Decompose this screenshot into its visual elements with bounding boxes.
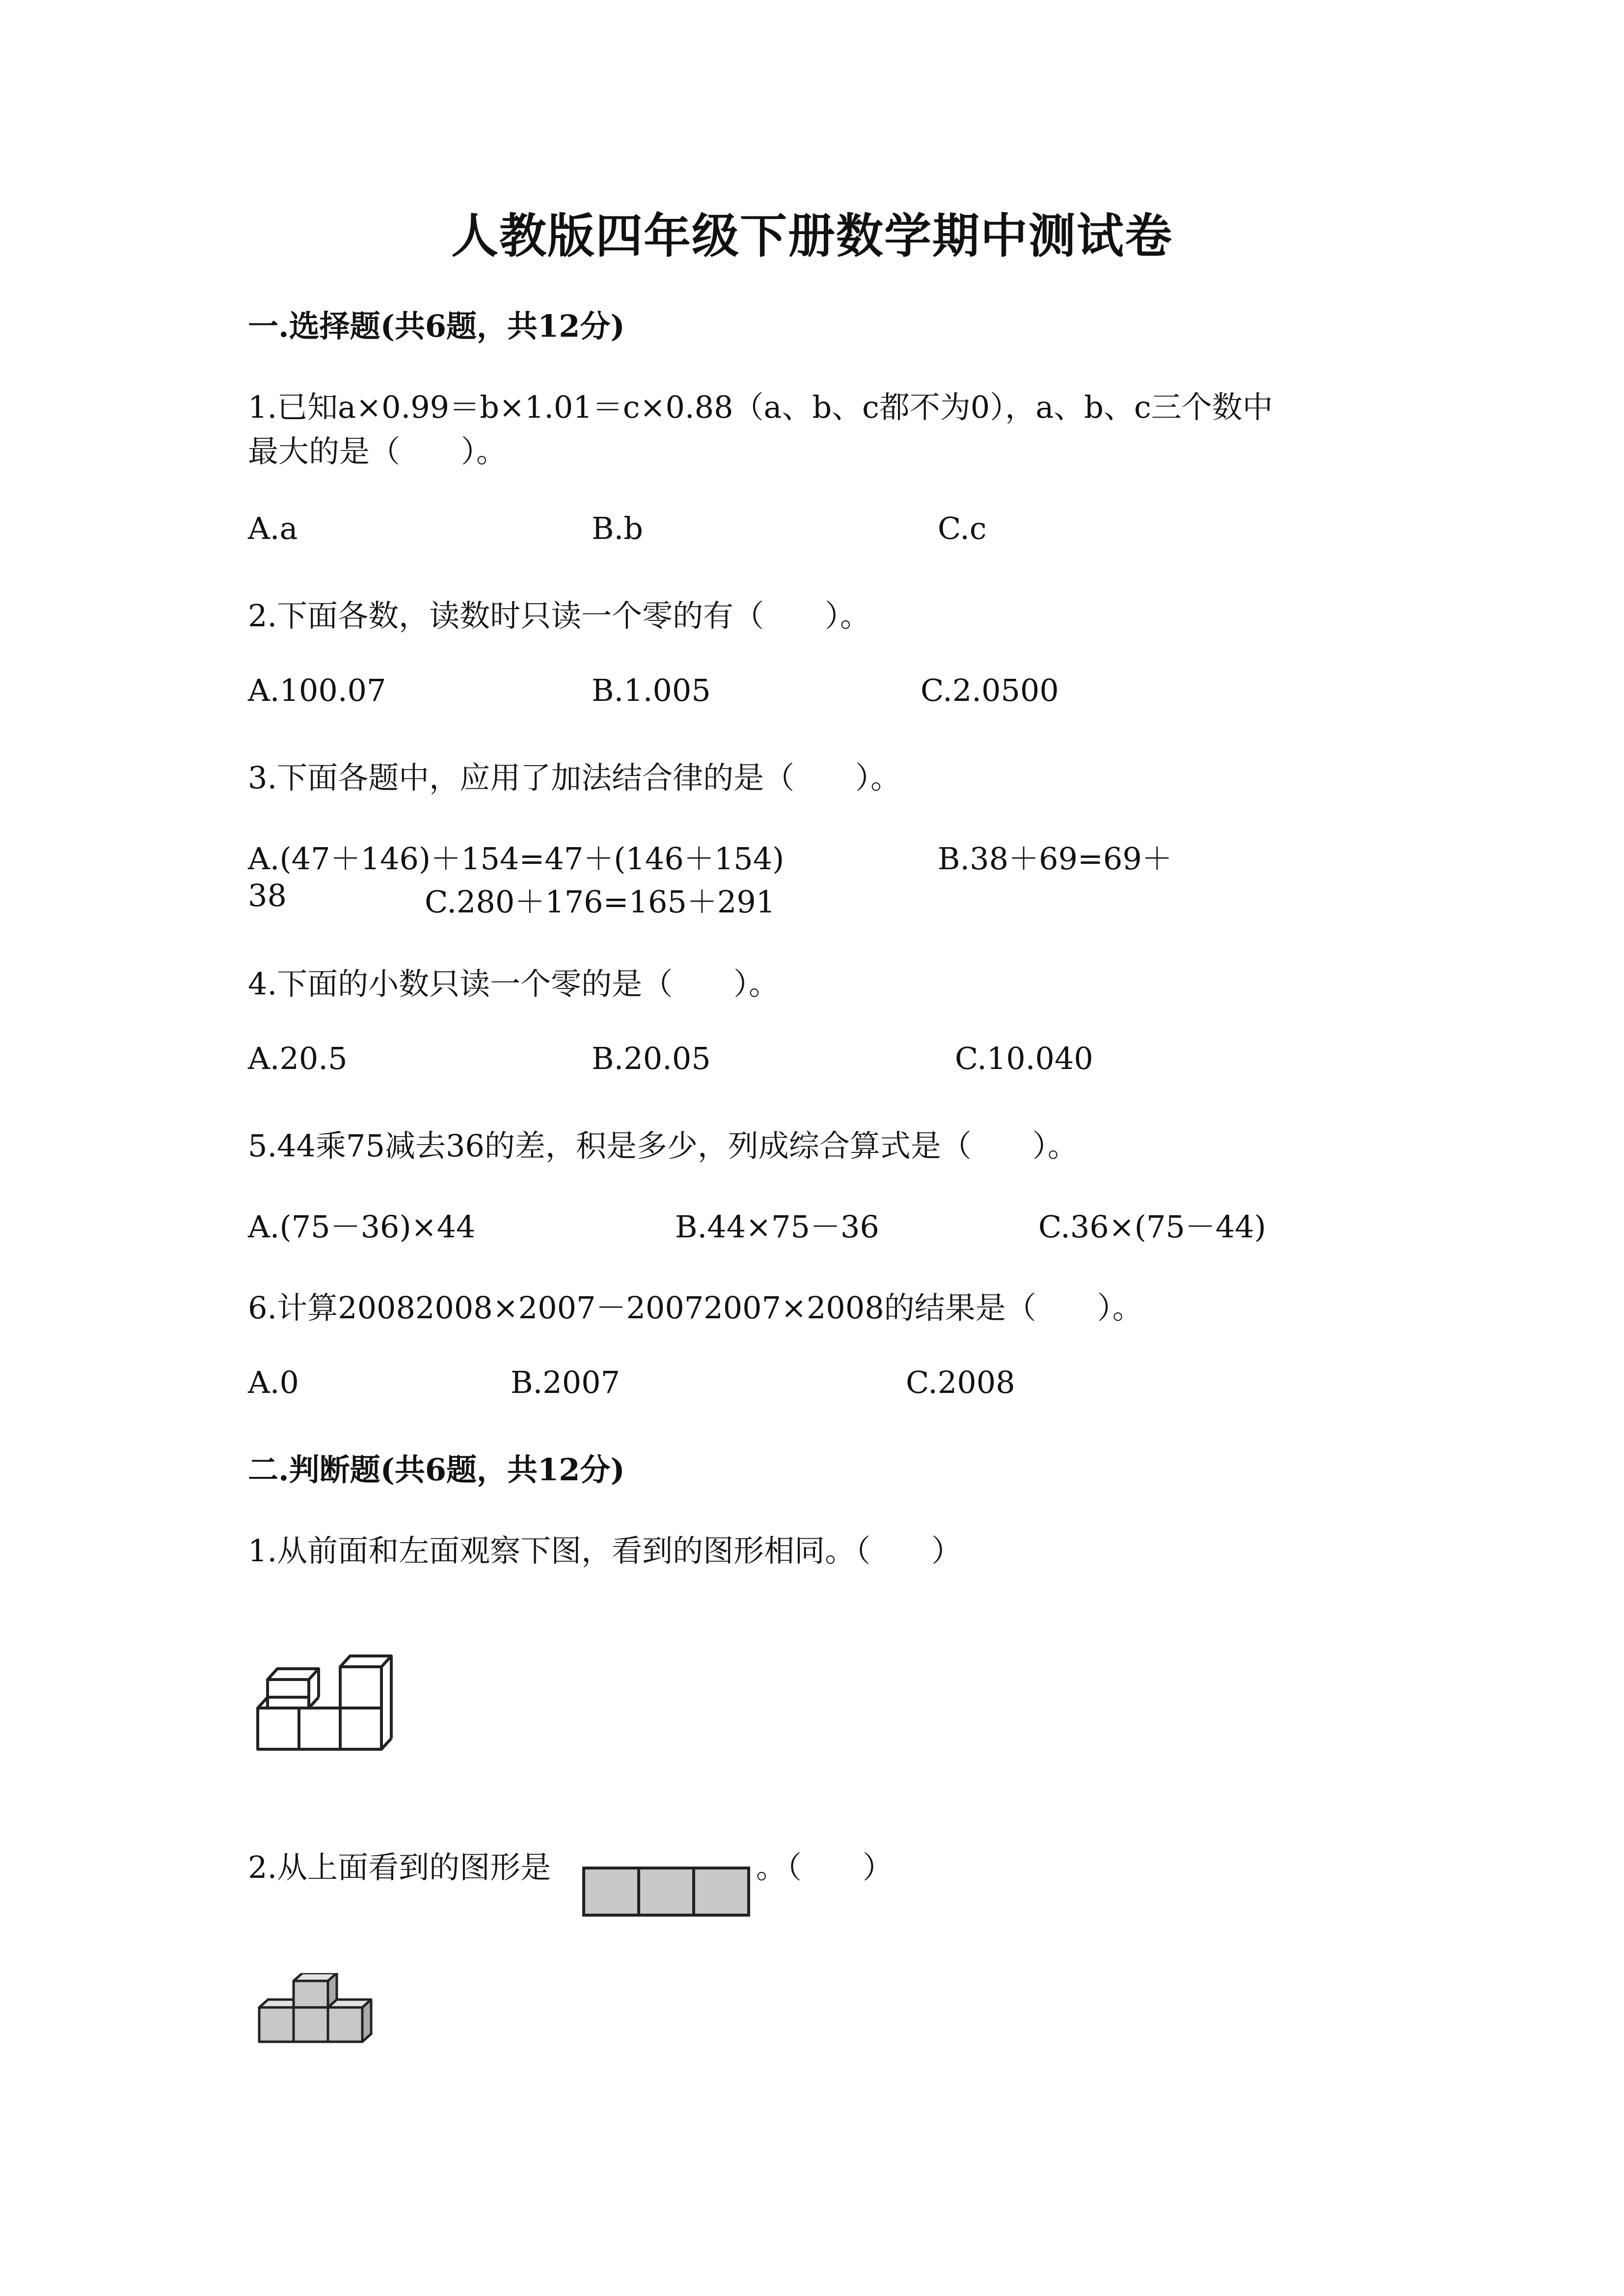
- judge-question-2-line-1: 2.从上面看到的图形是: [248, 1849, 551, 1885]
- gray-cube-figure: [255, 1973, 388, 2059]
- question-6-option-c: C.2008: [906, 1364, 1015, 1400]
- question-4-line-1: 4.下面的小数只读一个零的是（ ）。: [248, 966, 780, 1002]
- question-3-option-b: B.38＋69=69＋: [938, 841, 1172, 877]
- question-2-option-a: A.100.07: [248, 672, 386, 708]
- question-3-option-b-wrap: 38: [248, 878, 287, 913]
- question-2-line-1: 2.下面各数，读数时只读一个零的有（ ）。: [248, 598, 871, 634]
- question-1-line-1: 1.已知a×0.99＝b×1.01＝c×0.88（a、b、c都不为0），a、b、c三个数中: [248, 389, 1273, 425]
- question-6-line-1: 6.计算20082008×2007－20072007×2008的结果是（ ）。: [248, 1290, 1143, 1326]
- question-6-option-a: A.0: [248, 1364, 299, 1400]
- question-1-option-c: C.c: [938, 510, 987, 546]
- question-4-option-c: C.10.040: [955, 1041, 1093, 1076]
- judge-question-2-line-2: 。（ ）: [756, 1849, 893, 1885]
- question-2-option-b: B.1.005: [592, 672, 711, 708]
- question-6-option-b: B.2007: [511, 1364, 621, 1400]
- judge-question-1-line-1: 1.从前面和左面观察下图，看到的图形相同。（ ）: [248, 1533, 962, 1569]
- question-5-option-c: C.36×(75－44): [1038, 1209, 1266, 1245]
- question-3-option-a: A.(47＋146)＋154=47＋(146＋154): [248, 841, 785, 877]
- question-3-line-1: 3.下面各题中，应用了加法结合律的是（ ）。: [248, 760, 901, 796]
- section-heading-choice: 一.选择题(共6题，共12分): [248, 308, 625, 344]
- question-3-option-c: C.280＋176=165＋291: [425, 884, 776, 920]
- question-4-option-b: B.20.05: [592, 1041, 711, 1076]
- question-5-option-a: A.(75－36)×44: [248, 1209, 476, 1245]
- cube-stack-figure: [253, 1634, 400, 1757]
- question-5-line-1: 5.44乘75减去36的差，积是多少，列成综合算式是（ ）。: [248, 1128, 1078, 1164]
- question-1-line-2: 最大的是（ ）。: [248, 433, 507, 469]
- section-heading-judge: 二.判断题(共6题，共12分): [248, 1452, 625, 1488]
- question-2-option-c: C.2.0500: [920, 672, 1059, 708]
- question-1-option-b: B.b: [592, 510, 643, 546]
- page-title: 人教版四年级下册数学期中测试卷: [451, 208, 1173, 264]
- top-view-strip-figure: [582, 1865, 754, 1919]
- question-4-option-a: A.20.5: [248, 1041, 348, 1076]
- question-5-option-b: B.44×75－36: [675, 1209, 879, 1245]
- question-1-option-a: A.a: [248, 510, 298, 546]
